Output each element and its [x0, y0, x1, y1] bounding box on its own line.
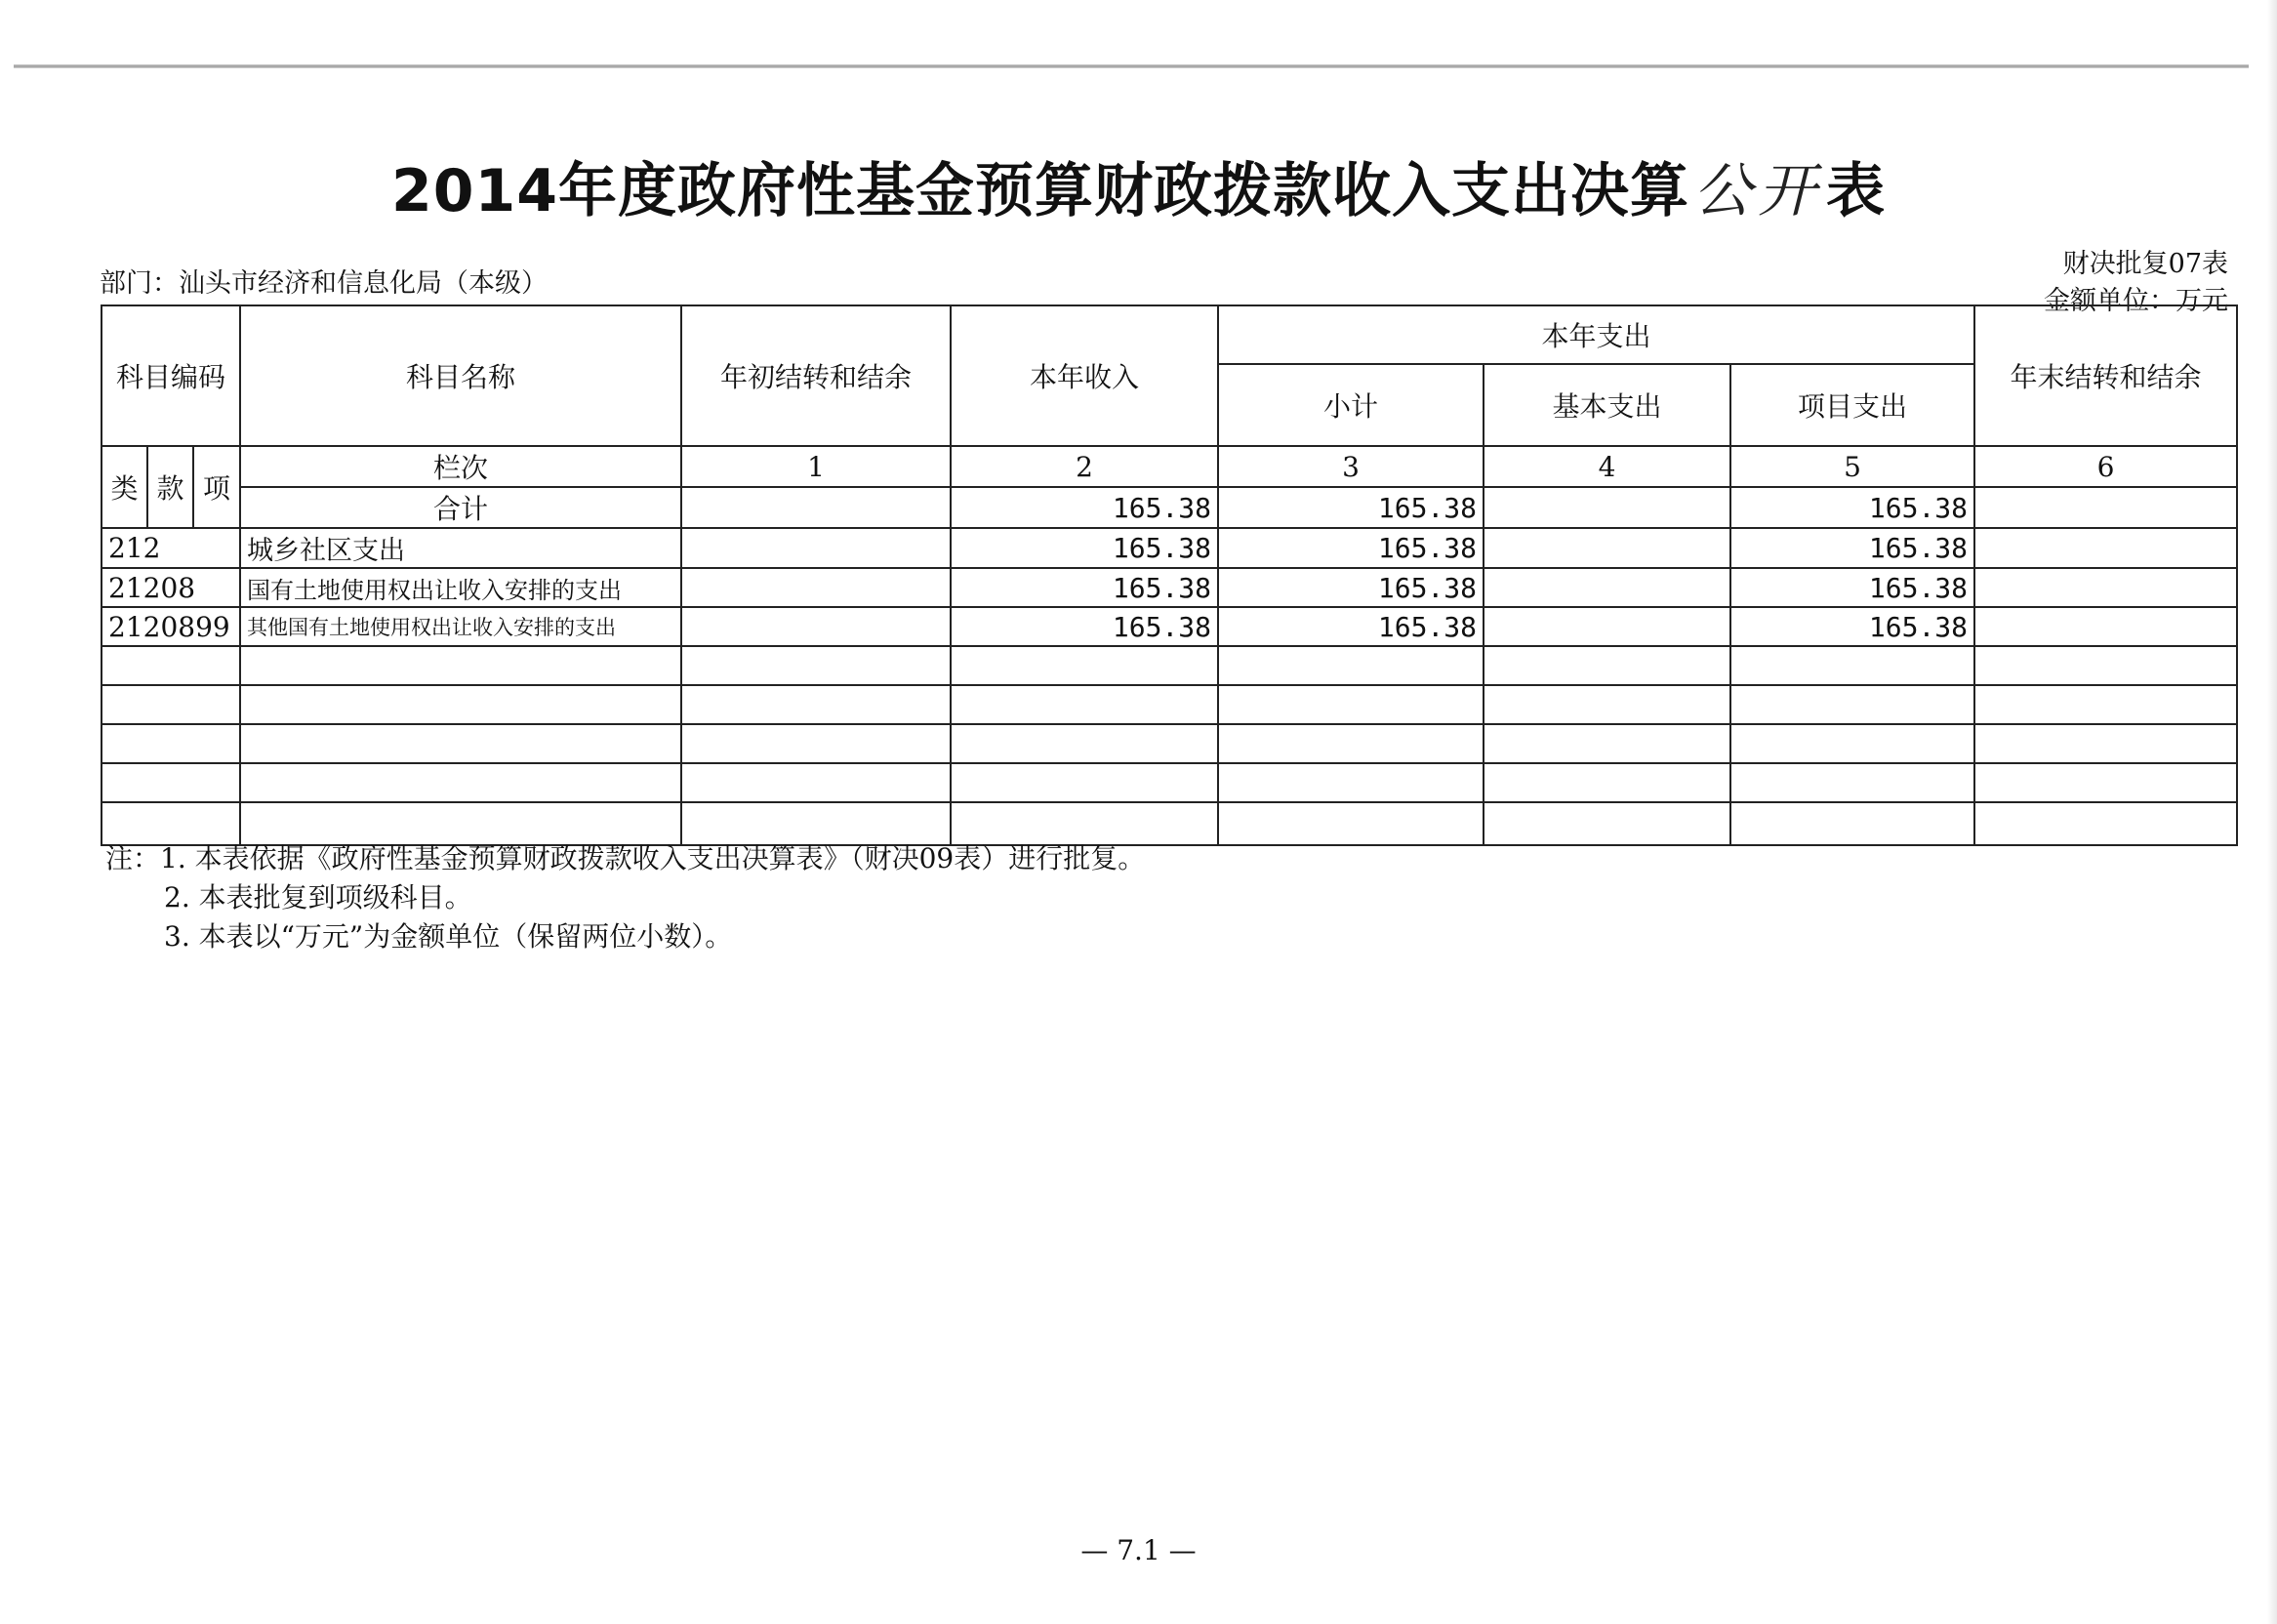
row-subtotal: 165.38 — [1218, 528, 1484, 568]
table-number: 财决批复07表 — [2062, 249, 2228, 279]
note-item: 2. 本表批复到项级科目。 — [164, 881, 472, 914]
col-num-1: 1 — [681, 446, 951, 487]
row-code: 212 — [102, 528, 240, 568]
row-income: 165.38 — [951, 568, 1218, 607]
header-project: 项目支出 — [1730, 364, 1974, 446]
total-project: 165.38 — [1730, 487, 1974, 528]
title-main: 2014年度政府性基金预算财政拨款收入支出决算 — [391, 157, 1689, 225]
col-num-6: 6 — [1974, 446, 2237, 487]
page-title — [0, 144, 2277, 228]
header-xiang: 项 — [193, 446, 240, 528]
row-basic — [1484, 568, 1730, 607]
scan-edge-shadow — [2267, 0, 2277, 1624]
row-name: 其他国有土地使用权出让收入安排的支出 — [240, 607, 681, 646]
col-num-5: 5 — [1730, 446, 1974, 487]
top-scan-rule — [14, 64, 2249, 68]
row-carry-begin — [681, 568, 951, 607]
col-num-4: 4 — [1484, 446, 1730, 487]
table-row — [102, 607, 2237, 646]
row-basic — [1484, 528, 1730, 568]
notes — [105, 839, 1145, 956]
row-subtotal: 165.38 — [1218, 568, 1484, 607]
row-carry-end — [1974, 568, 2237, 607]
total-row — [102, 487, 2237, 528]
header-lei: 类 — [102, 446, 147, 528]
title-suffix: 表 — [1826, 157, 1886, 225]
page-number: — 7.1 — — [1080, 1534, 1197, 1566]
row-carry-end — [1974, 607, 2237, 646]
empty-row — [102, 685, 2237, 724]
row-name: 国有土地使用权出让收入安排的支出 — [240, 568, 681, 607]
header-carry-end: 年末结转和结余 — [1974, 305, 2237, 446]
row-code: 21208 — [102, 568, 240, 607]
row-income: 165.38 — [951, 607, 1218, 646]
row-subtotal: 165.38 — [1218, 607, 1484, 646]
header-name: 科目名称 — [240, 305, 681, 446]
empty-row — [102, 724, 2237, 763]
total-subtotal: 165.38 — [1218, 487, 1484, 528]
total-label: 合计 — [240, 487, 681, 528]
row-project: 165.38 — [1730, 528, 1974, 568]
budget-table — [101, 304, 2238, 846]
col-num-3: 3 — [1218, 446, 1484, 487]
header-subtotal: 小计 — [1218, 364, 1484, 446]
table-row — [102, 568, 2237, 607]
table-row — [102, 528, 2237, 568]
total-carry-end — [1974, 487, 2237, 528]
total-basic — [1484, 487, 1730, 528]
total-carry-begin — [681, 487, 951, 528]
header-income: 本年收入 — [951, 305, 1218, 446]
row-name: 城乡社区支出 — [240, 528, 681, 568]
header-basic: 基本支出 — [1484, 364, 1730, 446]
row-basic — [1484, 607, 1730, 646]
header-carry-begin: 年初结转和结余 — [681, 305, 951, 446]
row-project: 165.38 — [1730, 568, 1974, 607]
row-carry-begin — [681, 607, 951, 646]
total-income: 165.38 — [951, 487, 1218, 528]
header-code: 科目编码 — [102, 305, 240, 446]
note-item: 注：1. 本表依据《政府性基金预算财政拨款收入支出决算表》（财决09表）进行批复。 — [105, 842, 1146, 874]
header-expense-group: 本年支出 — [1218, 305, 1974, 364]
row-project: 165.38 — [1730, 607, 1974, 646]
note-item: 3. 本表以“万元”为金额单位（保留两位小数）。 — [164, 920, 733, 953]
col-num-2: 2 — [951, 446, 1218, 487]
department-label: 部门：汕头市经济和信息化局（本级） — [100, 268, 548, 299]
row-carry-end — [1974, 528, 2237, 568]
row-income: 165.38 — [951, 528, 1218, 568]
empty-row — [102, 646, 2237, 685]
row-carry-begin — [681, 528, 951, 568]
empty-row — [102, 763, 2237, 802]
amount-unit: 金额单位：万元 — [2044, 286, 2228, 316]
col-label: 栏次 — [240, 446, 681, 487]
row-code: 2120899 — [102, 607, 240, 646]
handwritten-annotation: 公开 — [1693, 157, 1822, 225]
header-kuan: 款 — [147, 446, 193, 528]
